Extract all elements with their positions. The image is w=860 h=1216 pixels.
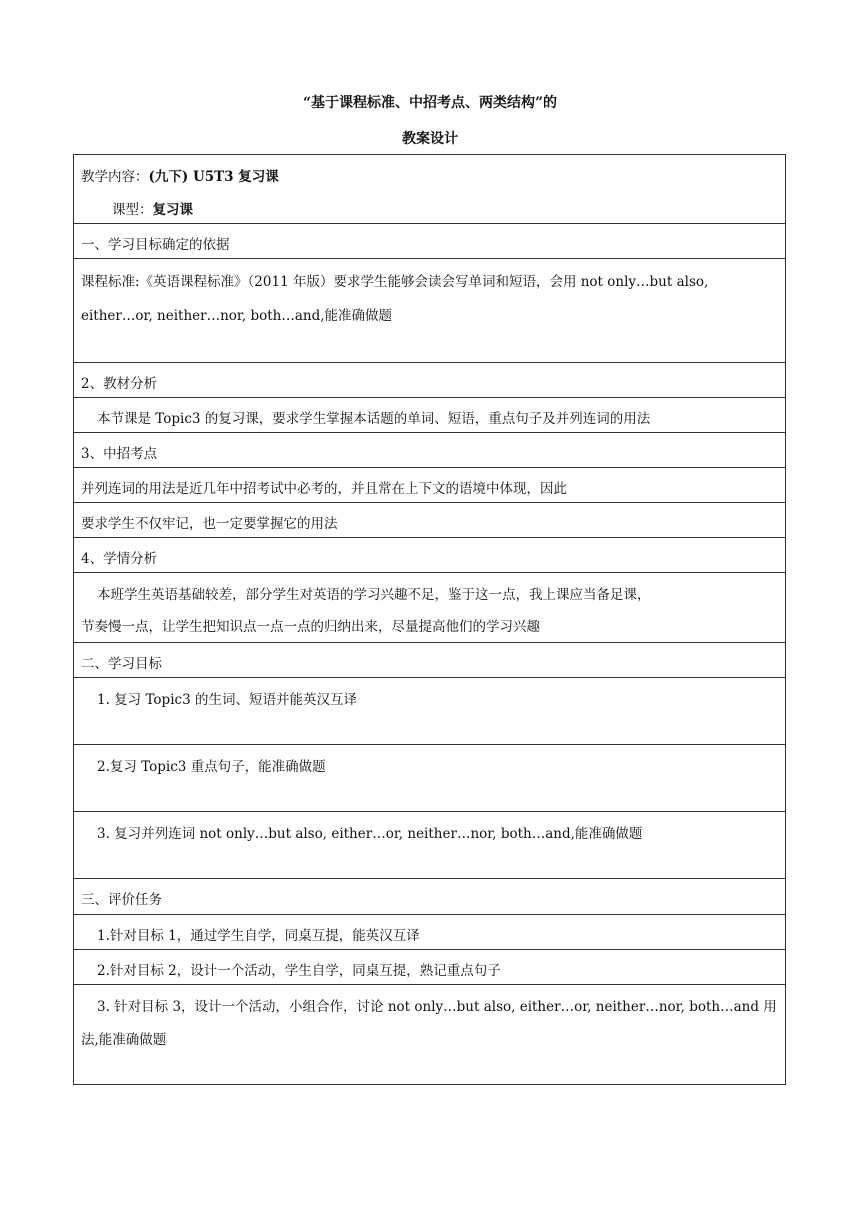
evaluation-1: 1.针对目标 1，通过学生自学，同桌互提，能英汉互译 [97, 928, 420, 944]
exam-points-row [74, 502, 785, 537]
curriculum-line-1: 课程标准:《英语课程标准》（2011 年版）要求学生能够会读会写单词和短语，会用 not only…but also, [81, 274, 709, 290]
section-heading-row [74, 223, 785, 258]
material-analysis-text: 本节课是 Topic3 的复习课，要求学生掌握本话题的单词、短语，重点句子及并列连词的用法 [97, 411, 651, 427]
document-title: “基于课程标准、中招考点、两类结构”的 [302, 95, 558, 111]
section-heading-row [74, 432, 785, 467]
goal-1: 1. 复习 Topic3 的生词、短语并能英汉互译 [97, 692, 357, 708]
content-value: (九下) U5T3 复习课 [148, 169, 279, 185]
goal-row [74, 744, 785, 811]
exam-points-row [74, 467, 785, 502]
section-heading-row [74, 642, 785, 677]
learner-analysis-line-2: 节奏慢一点，让学生把知识点一点一点的归纳出来，尽量提高他们的学习兴趣 [81, 619, 540, 635]
learner-analysis-line-1: 本班学生英语基础较差，部分学生对英语的学习兴趣不足，鉴于这一点，我上课应当备足课， [97, 587, 651, 603]
goal-basis-heading: 一、学习目标确定的依据 [81, 237, 230, 253]
goal-row [74, 811, 785, 878]
learner-analysis-heading: 4、学情分析 [81, 551, 158, 567]
exam-points-line-2: 要求学生不仅牢记，也一定要掌握它的用法 [81, 516, 338, 532]
learning-goals-heading: 二、学习目标 [81, 656, 162, 672]
section-heading-row [74, 537, 785, 572]
content-label: 教学内容： [81, 169, 149, 185]
evaluation-row [74, 984, 785, 1084]
goal-3: 3. 复习并列连词 not only…but also, either…or, neither…nor, both…and,能准确做题 [97, 826, 643, 842]
section-heading-row [74, 878, 785, 914]
exam-points-line-1: 并列连词的用法是近几年中招考试中必考的，并且常在上下文的语境中体现，因此 [81, 481, 567, 497]
material-analysis-heading: 2、教材分析 [81, 376, 158, 392]
goal-row [74, 677, 785, 744]
type-line [112, 198, 779, 218]
curriculum-standard-row [74, 258, 785, 362]
evaluation-row [74, 949, 785, 984]
lesson-plan-table [73, 154, 786, 1085]
evaluation-2: 2.针对目标 2，设计一个活动，学生自学，同桌互提，熟记重点句子 [97, 963, 501, 979]
evaluation-row [74, 914, 785, 949]
document-subtitle: 教案设计 [402, 131, 458, 147]
material-analysis-row [74, 397, 785, 432]
content-line [81, 165, 779, 185]
type-value: 复习课 [152, 202, 193, 218]
evaluation-3-line-2: 法,能准确做题 [81, 1032, 167, 1048]
exam-points-heading: 3、中招考点 [81, 446, 158, 462]
goal-2: 2.复习 Topic3 重点句子，能准确做题 [97, 759, 326, 775]
curriculum-line-2: either…or, neither…nor, both…and,能准确做题 [81, 308, 393, 324]
type-label: 课型： [112, 202, 153, 218]
section-heading-row [74, 362, 785, 397]
lesson-info-row [74, 155, 785, 223]
learner-analysis-row [74, 572, 785, 642]
evaluation-tasks-heading: 三、评价任务 [81, 892, 162, 908]
evaluation-3-line-1: 3. 针对目标 3，设计一个活动，小组合作，讨论 not only…but also, either…or, neither…nor, both…and 用 [97, 999, 777, 1015]
